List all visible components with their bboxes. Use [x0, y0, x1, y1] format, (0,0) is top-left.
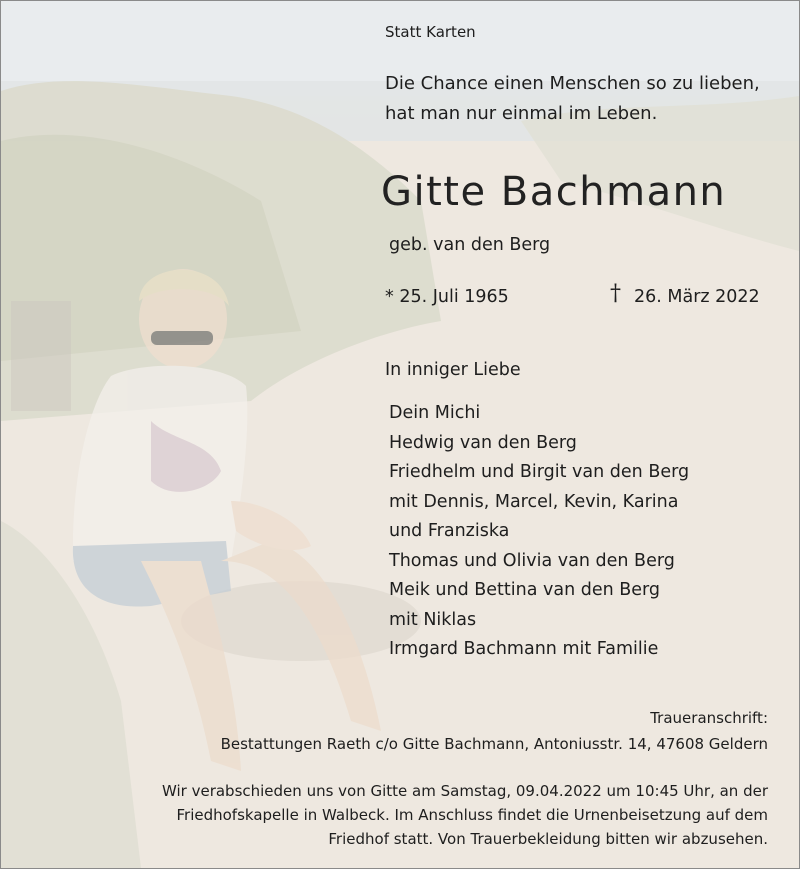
list-item: mit Dennis, Marcel, Kevin, Karina [389, 491, 679, 512]
address-line: Bestattungen Raeth c/o Gitte Bachmann, Antoniusstr. 14, 47608 Geldern [220, 735, 768, 753]
farewell-line: In inniger Liebe [385, 360, 521, 380]
list-item: Irmgard Bachmann mit Familie [389, 639, 659, 659]
deceased-name: Gitte Bachmann [381, 169, 727, 215]
birth-name: geb. van den Berg [389, 235, 551, 255]
ceremony-line-2: Friedhofskapelle in Walbeck. Im Anschluss findet die Urnenbeisetzung auf dem [176, 806, 768, 824]
address-label: Traueranschrift: [650, 709, 768, 727]
header-label: Statt Karten [385, 23, 476, 41]
birth-date: * 25. Juli 1965 [385, 287, 509, 307]
list-item: Meik und Bettina van den Berg [389, 580, 661, 600]
list-item: Friedhelm und Birgit van den Berg [389, 462, 690, 482]
list-item: Dein Michi [389, 403, 481, 423]
mourner-list [389, 399, 689, 665]
cross-icon: † [610, 281, 621, 306]
ceremony-text [162, 779, 768, 851]
ceremony-line-3: Friedhof statt. Von Trauerbekleidung bitten wir abzusehen. [328, 830, 768, 848]
list-item: Thomas und Olivia van den Berg [389, 550, 675, 571]
ceremony-line-1: Wir verabschieden uns von Gitte am Samstag, 09.04.2022 um 10:45 Uhr, an der [161, 782, 768, 800]
list-item: Hedwig van den Berg [389, 432, 577, 453]
verse-line-1: Die Chance einen Menschen so zu lieben, [385, 73, 760, 94]
list-item: mit Niklas [389, 609, 477, 630]
list-item: und Franziska [389, 521, 510, 541]
verse-line-2: hat man nur einmal im Leben. [385, 103, 658, 124]
death-date: 26. März 2022 [634, 287, 760, 307]
